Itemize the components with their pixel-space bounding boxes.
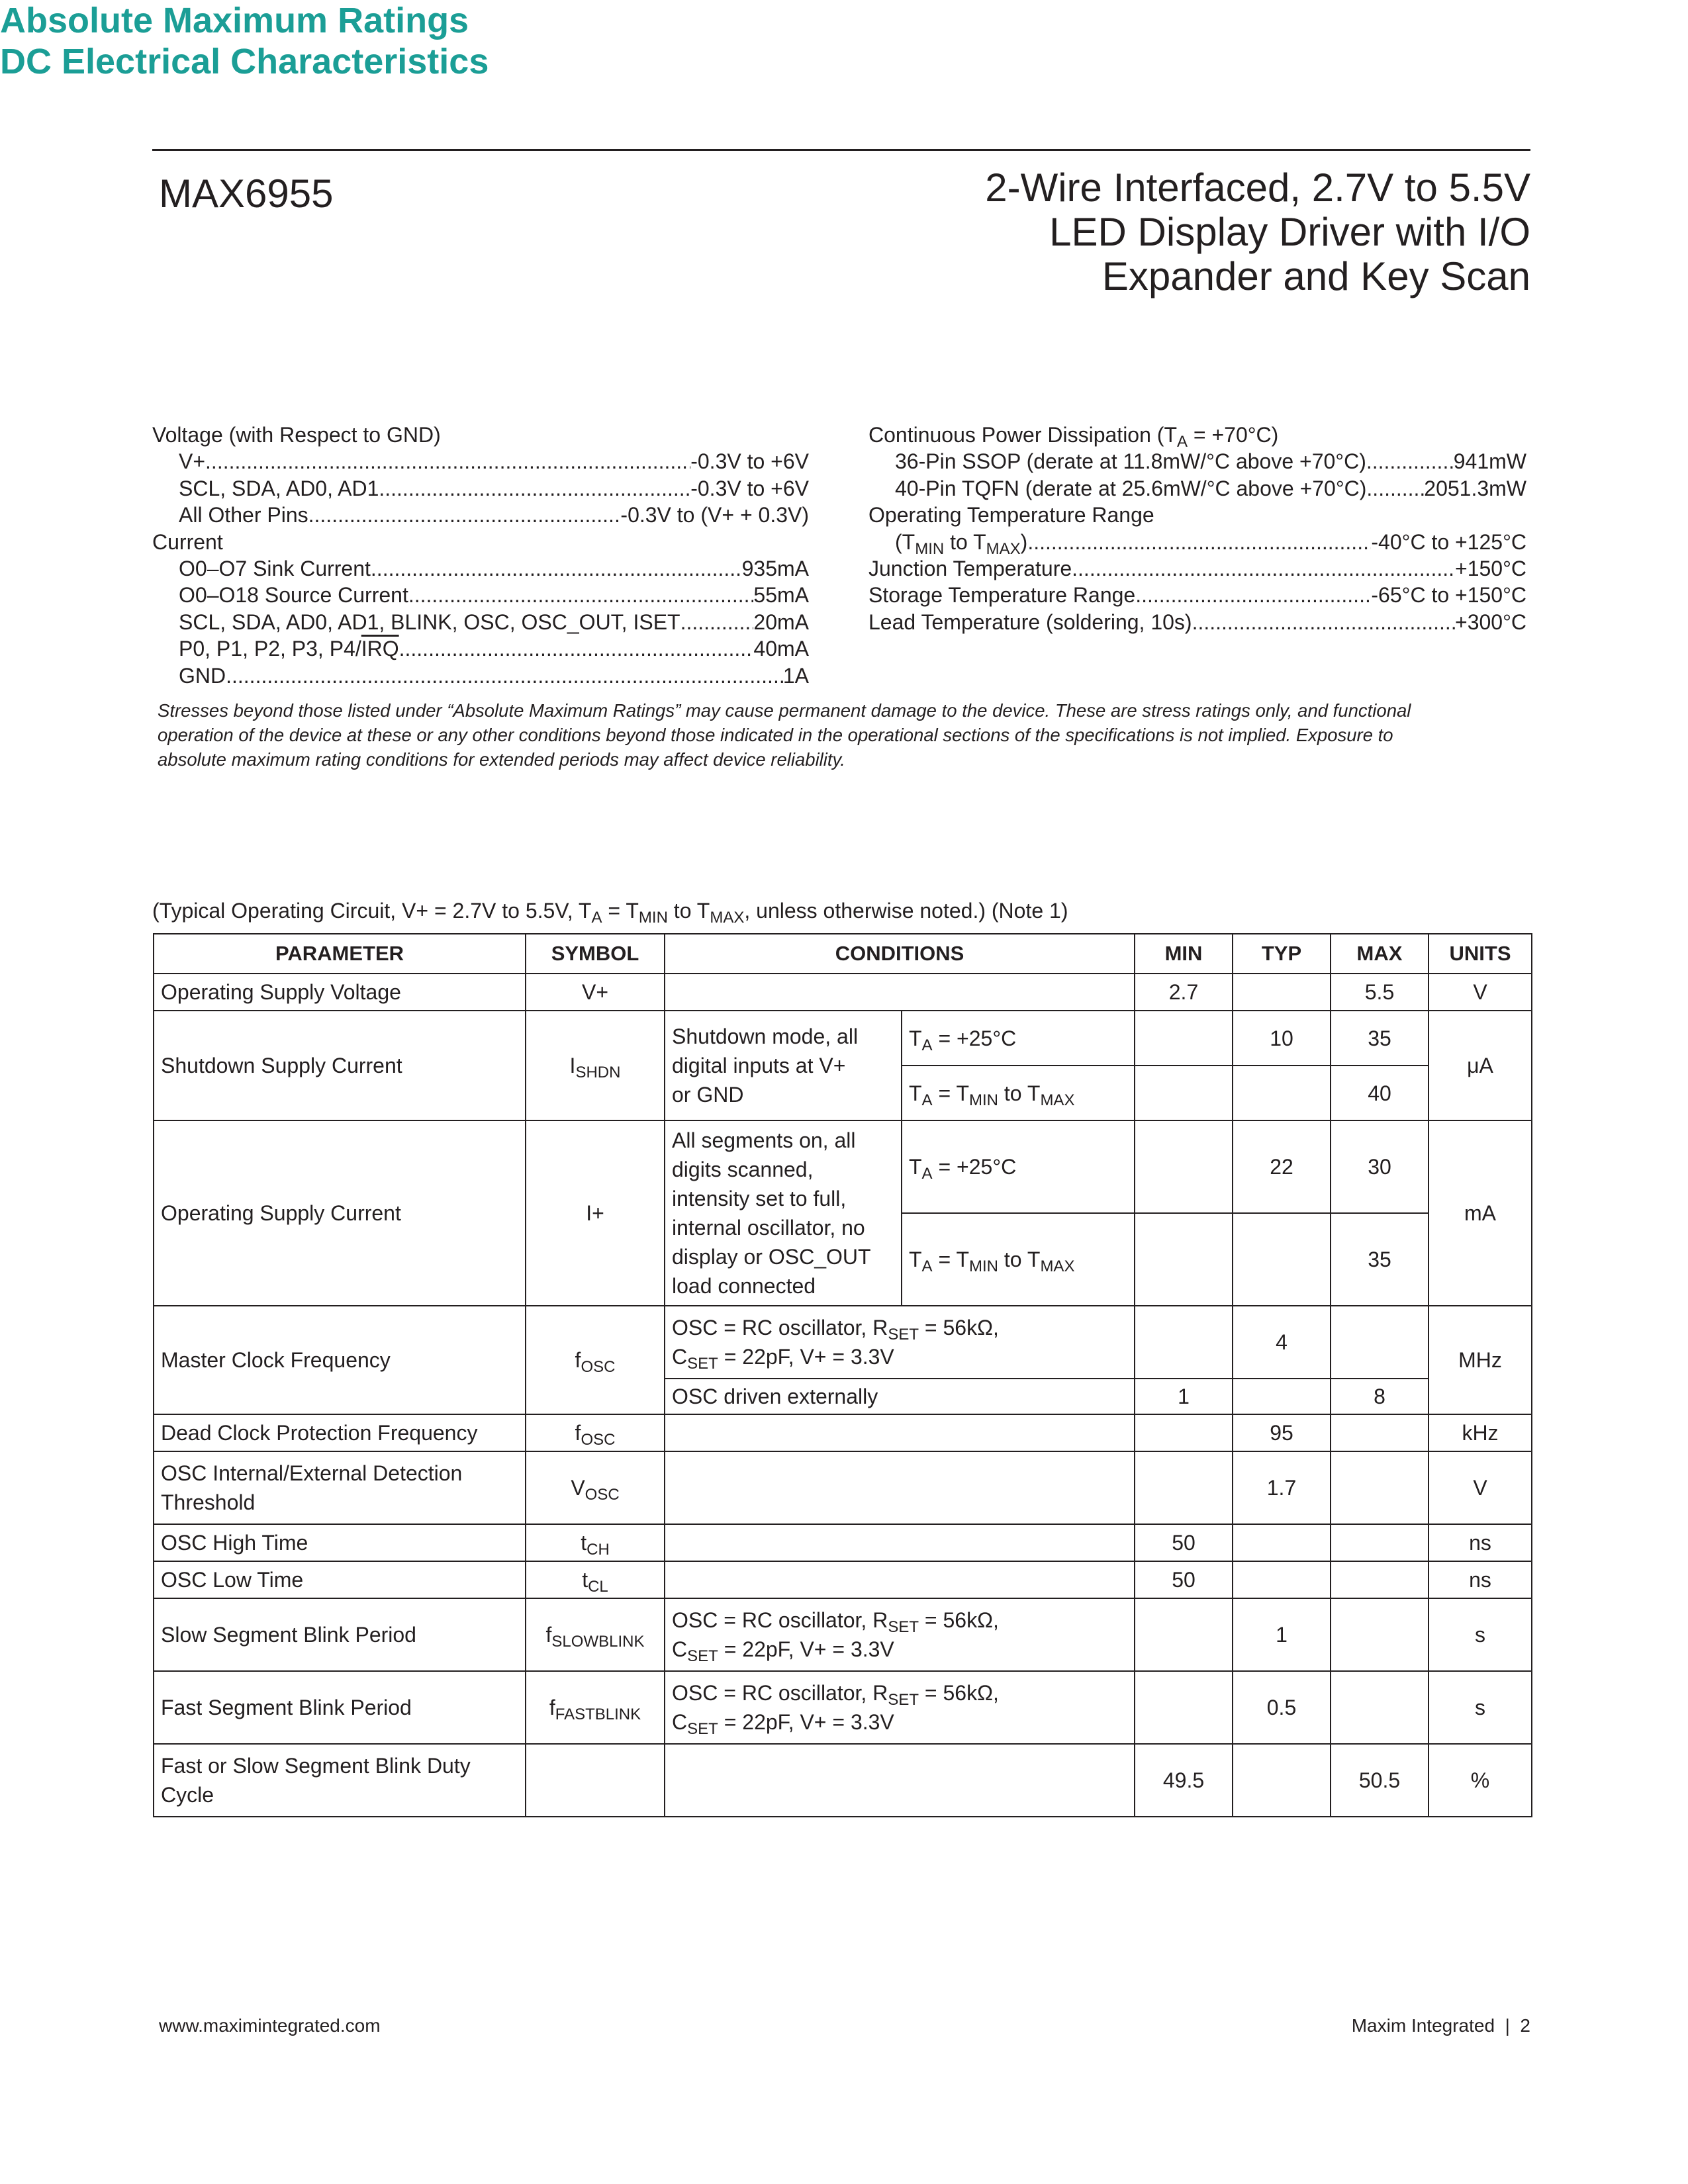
typ-cell: 4 — [1233, 1306, 1331, 1379]
table-row — [154, 1744, 1532, 1817]
table-row — [154, 1414, 1532, 1451]
param-cell: OSC Internal/External Detection Threshold — [154, 1451, 526, 1524]
param-cell: Fast Segment Blink Period — [154, 1671, 526, 1744]
units-cell: ns — [1429, 1524, 1532, 1561]
document-title: 2-Wire Interfaced, 2.7V to 5.5V LED Display Driver with I/O Expander and Key Scan — [985, 165, 1530, 298]
param-cell: Dead Clock Protection Frequency — [154, 1414, 526, 1451]
conditions-cell — [665, 974, 1135, 1011]
min-cell — [1135, 1213, 1233, 1306]
amr-row-gnd: GND ..... 1A — [152, 662, 809, 689]
units-cell: μA — [1429, 1011, 1532, 1120]
stress-note: Stresses beyond those listed under “Absolute Maximum Ratings” may cause permanent damage to the device. These are stress ratings only, and functional operation of the device at these or any other conditions beyond those indicated in the operational sections of the specifications is not implied. Exposure to absolute maximum rating conditions for extended periods may affect device reliability. — [158, 700, 1411, 770]
typ-cell — [1233, 1379, 1331, 1414]
min-cell: 49.5 — [1135, 1744, 1233, 1817]
typ-cell: 0.5 — [1233, 1671, 1331, 1744]
amr-row-other: All Other Pins ..... -0.3V to (V+ + 0.3V) — [152, 502, 809, 528]
param-cell: Shutdown Supply Current — [154, 1011, 526, 1120]
conditions-cell — [665, 1744, 1135, 1817]
table-row — [154, 974, 1532, 1011]
typ-cell: 1 — [1233, 1598, 1331, 1671]
max-cell: 5.5 — [1331, 974, 1429, 1011]
col-header-symbol: SYMBOL — [526, 934, 665, 974]
conditions-cell: OSC = RC oscillator, $R_{SET} = 56k\Omega$, $C_{SET} = 22pF$, V+ = 3.3V — [665, 1598, 1135, 1671]
param-cell: Slow Segment Blink Period — [154, 1598, 526, 1671]
amr-row-ssop: 36-Pin SSOP (derate at 11.8mW/°C above +70°C) ..... 941mW — [868, 448, 1526, 475]
conditions-cell: OSC = RC oscillator, $R_{SET} = 56k\Omega$, $C_{SET} = 22pF$, V+ = 3.3V — [665, 1306, 1135, 1379]
param-cell: Operating Supply Current — [154, 1120, 526, 1306]
min-cell — [1135, 1598, 1233, 1671]
table-header-row — [154, 934, 1532, 974]
param-cell: Master Clock Frequency — [154, 1306, 526, 1414]
typ-cell: 10 — [1233, 1011, 1331, 1066]
max-cell — [1331, 1306, 1429, 1379]
amr-row-scl: SCL, SDA, AD0, AD1 ..... -0.3V to +6V — [152, 475, 809, 502]
units-cell: MHz — [1429, 1306, 1532, 1414]
amr-row-lead: Lead Temperature (soldering, 10s) ..... +300°C — [868, 609, 1526, 635]
min-cell — [1135, 1066, 1233, 1120]
symbol-cell: $f_{OSC}$ — [526, 1306, 665, 1414]
param-cell: Operating Supply Voltage — [154, 974, 526, 1011]
amr-row-tqfn: 40-Pin TQFN (derate at 25.6mW/°C above +70°C) ..... 2051.3mW — [868, 475, 1526, 502]
temp-condition-cell: $T_A = T_{MIN}$ to $T_{MAX}$ — [902, 1213, 1135, 1306]
min-cell: 2.7 — [1135, 974, 1233, 1011]
min-cell — [1135, 1011, 1233, 1066]
typ-cell: 1.7 — [1233, 1451, 1331, 1524]
symbol-cell: V+ — [526, 974, 665, 1011]
symbol-cell: $I_{SHDN}$ — [526, 1011, 665, 1120]
symbol-cell — [526, 1744, 665, 1817]
max-cell — [1331, 1561, 1429, 1598]
amr-row-junction: Junction Temperature ..... +150°C — [868, 555, 1526, 582]
dc-heading: DC Electrical Characteristics — [0, 42, 489, 81]
min-cell — [1135, 1451, 1233, 1524]
dc-characteristics-table — [153, 933, 1532, 1817]
symbol-cell: I+ — [526, 1120, 665, 1306]
conditions-cell: All segments on, all digits scanned, intensity set to full, internal oscillator, no display or OSC_OUT load connected — [665, 1120, 902, 1306]
conditions-cell: Shutdown mode, all digital inputs at V+ or GND — [665, 1011, 902, 1120]
part-number: MAX6955 — [159, 171, 334, 216]
max-cell — [1331, 1414, 1429, 1451]
min-cell: 50 — [1135, 1561, 1233, 1598]
units-cell: V — [1429, 1451, 1532, 1524]
min-cell — [1135, 1671, 1233, 1744]
conditions-cell — [665, 1561, 1135, 1598]
units-cell: % — [1429, 1744, 1532, 1817]
amr-row-signals: SCL, SDA, AD0, AD1, BLINK, OSC, OSC_OUT, ISET ..... 20mA — [152, 609, 809, 635]
amr-current-heading: Current — [152, 529, 223, 554]
col-header-conditions: CONDITIONS — [665, 934, 1135, 974]
header-rule — [152, 149, 1530, 151]
typ-cell — [1233, 1213, 1331, 1306]
max-cell: 40 — [1331, 1066, 1429, 1120]
symbol-cell: $t_{CH}$ — [526, 1524, 665, 1561]
amr-row-storage: Storage Temperature Range ..... -65°C to +150°C — [868, 582, 1526, 608]
min-cell — [1135, 1306, 1233, 1379]
table-row — [154, 1011, 1532, 1066]
units-cell: kHz — [1429, 1414, 1532, 1451]
table-row — [154, 1451, 1532, 1524]
temp-condition-cell: $T_A = +25^\circ C$ — [902, 1011, 1135, 1066]
table-row — [154, 1598, 1532, 1671]
max-cell: 50.5 — [1331, 1744, 1429, 1817]
footer-url-link[interactable]: www.maximintegrated.com — [159, 2015, 381, 2036]
max-cell: 35 — [1331, 1011, 1429, 1066]
col-header-typ: TYP — [1233, 934, 1331, 974]
max-cell: 30 — [1331, 1120, 1429, 1213]
amr-heading: Absolute Maximum Ratings — [0, 1, 469, 40]
conditions-cell: OSC = RC oscillator, $R_{SET} = 56k\Omega$, $C_{SET} = 22pF$, V+ = 3.3V — [665, 1671, 1135, 1744]
amr-row-source: O0–O18 Source Current ..... 55mA — [152, 582, 809, 608]
symbol-cell: $t_{CL}$ — [526, 1561, 665, 1598]
units-cell: ns — [1429, 1561, 1532, 1598]
symbol-cell: $f_{FASTBLINK}$ — [526, 1671, 665, 1744]
symbol-cell: $f_{SLOWBLINK}$ — [526, 1598, 665, 1671]
table-row — [154, 1561, 1532, 1598]
amr-row-optemp: ($T_{MIN}$ to $T_{MAX}$) ..... -40°C to +125°C — [868, 529, 1526, 555]
col-header-min: MIN — [1135, 934, 1233, 974]
typ-cell — [1233, 1561, 1331, 1598]
table-row — [154, 1524, 1532, 1561]
col-header-units: UNITS — [1429, 934, 1532, 974]
units-cell: s — [1429, 1671, 1532, 1744]
param-cell: Fast or Slow Segment Blink Duty Cycle — [154, 1744, 526, 1817]
amr-row-sink: O0–O7 Sink Current ..... 935mA — [152, 555, 809, 582]
amr-power-heading: Continuous Power Dissipation $(T_A = +70^\circ C)$ — [868, 423, 1279, 451]
typ-cell — [1233, 1744, 1331, 1817]
max-cell — [1331, 1598, 1429, 1671]
max-cell: 8 — [1331, 1379, 1429, 1414]
typ-cell: 95 — [1233, 1414, 1331, 1451]
typ-cell — [1233, 1524, 1331, 1561]
footer-company-page: Maxim Integrated | 2 — [1351, 2015, 1530, 2036]
units-cell: V — [1429, 974, 1532, 1011]
conditions-cell — [665, 1414, 1135, 1451]
table-row — [154, 1671, 1532, 1744]
table-row — [154, 1120, 1532, 1213]
temp-condition-cell: $T_A = +25^\circ C$ — [902, 1120, 1135, 1213]
min-cell: 50 — [1135, 1524, 1233, 1561]
min-cell — [1135, 1120, 1233, 1213]
param-cell: OSC High Time — [154, 1524, 526, 1561]
conditions-cell — [665, 1451, 1135, 1524]
amr-voltage-heading: Voltage (with Respect to GND) — [152, 423, 441, 447]
typ-cell — [1233, 1066, 1331, 1120]
min-cell: 1 — [1135, 1379, 1233, 1414]
dc-conditions-note: (Typical Operating Circuit, V+ = 2.7V to 5.5V, $T_A = T_{MIN}$ to $T_{MAX}$, unless otherwise noted.) (Note 1) — [152, 899, 1068, 927]
param-cell: OSC Low Time — [154, 1561, 526, 1598]
col-header-max: MAX — [1331, 934, 1429, 974]
amr-row-vplus: V+ ..... -0.3V to +6V — [152, 448, 809, 475]
amr-optemp-heading: Operating Temperature Range — [868, 503, 1154, 527]
typ-cell — [1233, 974, 1331, 1011]
amr-right-column — [868, 422, 1526, 635]
table-row — [154, 1306, 1532, 1379]
max-cell — [1331, 1671, 1429, 1744]
symbol-cell: $V_{OSC}$ — [526, 1451, 665, 1524]
temp-condition-cell: $T_A = T_{MIN}$ to $T_{MAX}$ — [902, 1066, 1135, 1120]
amr-row-ports: P0, P1, P2, P3, $P4/\overline{IRQ}$ ..... 40mA — [152, 635, 809, 662]
max-cell — [1331, 1451, 1429, 1524]
amr-left-column — [152, 422, 809, 689]
units-cell: mA — [1429, 1120, 1532, 1306]
min-cell — [1135, 1414, 1233, 1451]
units-cell: s — [1429, 1598, 1532, 1671]
typ-cell: 22 — [1233, 1120, 1331, 1213]
symbol-cell: $f_{OSC}$ — [526, 1414, 665, 1451]
conditions-cell: OSC driven externally — [665, 1379, 1135, 1414]
max-cell: 35 — [1331, 1213, 1429, 1306]
col-header-parameter: PARAMETER — [154, 934, 526, 974]
conditions-cell — [665, 1524, 1135, 1561]
max-cell — [1331, 1524, 1429, 1561]
